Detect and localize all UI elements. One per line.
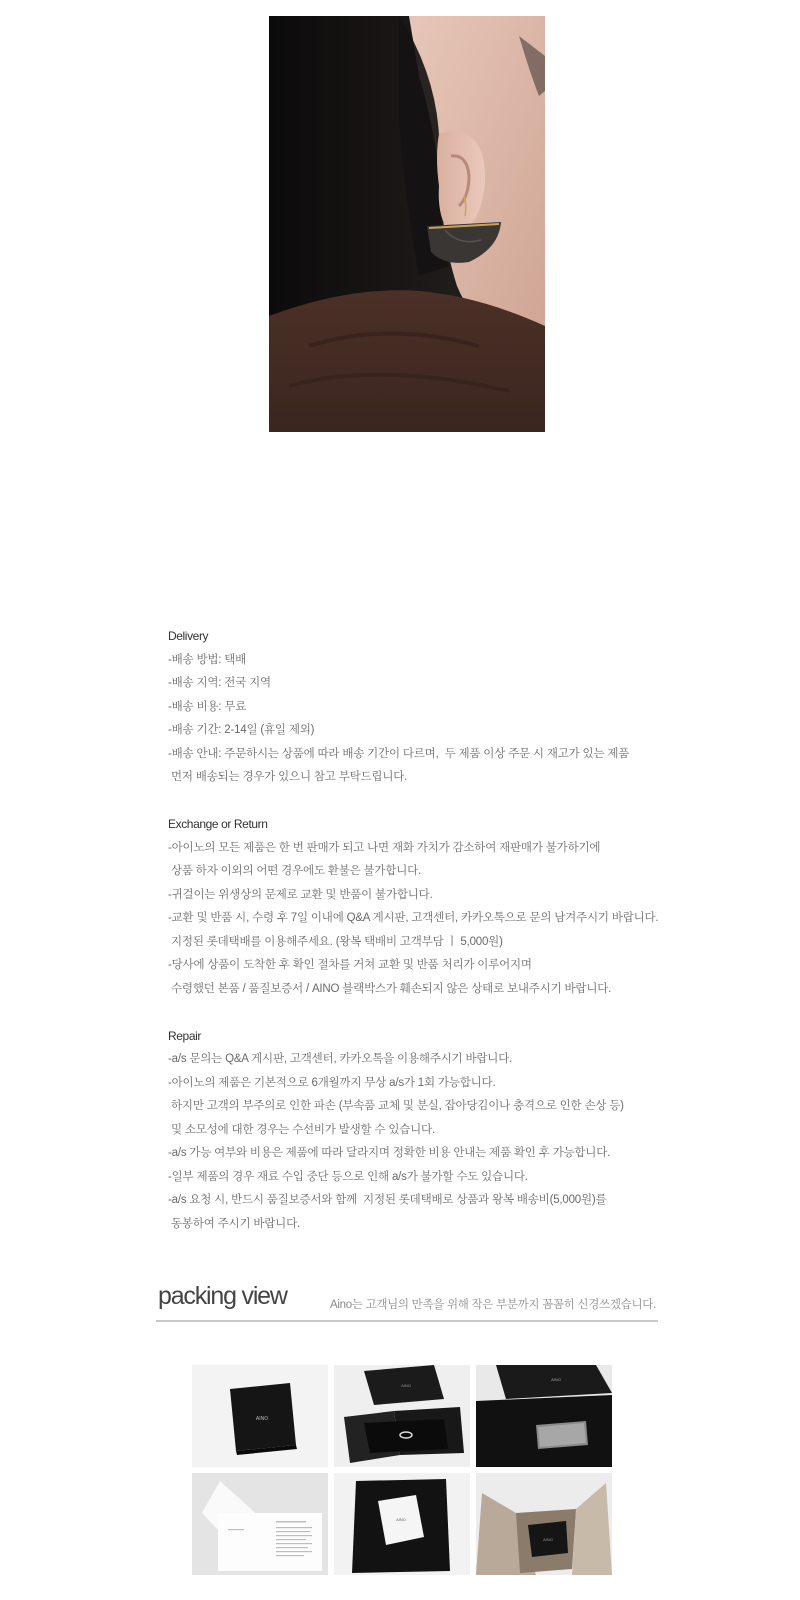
info-line: 먼저 배송되는 경우가 있으니 참고 부탁드립니다. — [168, 771, 408, 783]
packing-photo-warranty-card — [192, 1473, 328, 1575]
section-title: Delivery — [168, 629, 209, 643]
info-line: -배송 기간: 2-14일 (휴일 제외) — [168, 724, 315, 736]
hero-photo — [269, 16, 545, 432]
info-line: -교환 및 반품 시, 수령 후 7일 이내에 Q&A 게시판, 고객센터, 카카오톡으로 문의 남겨주시기 바랍니다. — [168, 912, 659, 924]
info-line: 동봉하여 주시기 바랍니다. — [168, 1217, 300, 1230]
repair-section — [168, 1025, 688, 1237]
brand-mark: AINO — [255, 1416, 269, 1422]
info-line: -배송 안내: 주문하시는 상품에 따라 배송 기간이 다르며, 두 제품 이상 주문 시 재고가 있는 제품 — [168, 747, 630, 760]
info-line: -당사에 상품이 도착한 후 확인 절차를 거쳐 교환 및 반품 처리가 이루어지며 — [168, 959, 532, 971]
info-line: -귀걸이는 위생상의 문제로 교환 및 반품이 불가합니다. — [168, 888, 433, 901]
info-line: -배송 지역: 전국 지역 — [168, 677, 271, 689]
packing-photo-shipping-box — [476, 1473, 612, 1575]
info-line: 및 소모성에 대한 경우는 수선비가 발생할 수 있습니다. — [168, 1123, 435, 1136]
info-line: 하지만 고객의 부주의로 인한 파손 (부속품 교체 및 분실, 잡아당김이나 충격으로 인한 손상 등) — [168, 1100, 624, 1112]
brand-mark: AINO — [551, 1377, 561, 1382]
info-line: -아이노의 제품은 기본적으로 6개월까지 무상 a/s가 1회 가능합니다. — [168, 1076, 496, 1089]
section-title: Repair — [168, 1028, 201, 1043]
packing-header — [156, 1282, 658, 1322]
info-line: -배송 방법: 택배 — [168, 653, 247, 666]
packing-description: Aino는 고객님의 만족을 위해 작은 부분까지 꼼꼼히 신경쓰겠습니다. — [329, 1299, 656, 1311]
packing-photo-box-lid-open — [476, 1365, 612, 1467]
packing-photo-closed-box — [192, 1365, 328, 1467]
info-line: -a/s 문의는 Q&A 게시판, 고객센터, 카카오톡을 이용해주시기 바랍니다. — [168, 1053, 513, 1065]
info-line: 수령했던 본품 / 품질보증서 / AINO 블랙박스가 훼손되지 않은 상태로 보내주시기 바랍니다. — [168, 982, 612, 995]
info-line: -아이노의 모든 제품은 한 번 판매가 되고 나면 재화 가치가 감소하여 재판매가 불가하기에 — [168, 841, 601, 854]
brand-mark: AINO — [396, 1517, 406, 1522]
info-line: 지정된 롯데택배를 이용해주세요. (왕복 택배비 고객부담 ㅣ 5,000원) — [168, 935, 503, 948]
info-line: -일부 제품의 경우 재료 수입 중단 등으로 인해 a/s가 불가할 수도 있습니다. — [168, 1170, 528, 1183]
packing-title: packing view — [158, 1282, 287, 1310]
packing-photo-open-box-ring — [334, 1365, 470, 1467]
brand-mark: AINO — [401, 1383, 411, 1388]
packing-gallery — [192, 1365, 612, 1575]
info-line: 상품 하자 이외의 어떤 경우에도 환불은 불가합니다. — [168, 865, 422, 877]
packing-photo-card-in-box — [334, 1473, 470, 1575]
delivery-section — [168, 625, 688, 790]
brand-mark: AINO — [543, 1537, 553, 1542]
info-line: -a/s 가능 여부와 비용은 제품에 따라 달라지며 정확한 비용 안내는 제품 확인 후 가능합니다. — [168, 1147, 611, 1159]
exchange-return-section — [168, 813, 688, 1001]
info-line: -배송 비용: 무료 — [168, 700, 247, 713]
section-title: Exchange or Return — [168, 817, 268, 831]
info-line: -a/s 요청 시, 반드시 품질보증서와 함께 지정된 롯데택배로 상품과 왕복 배송비(5,000원)를 — [168, 1194, 607, 1206]
info-text-block — [168, 625, 688, 1260]
